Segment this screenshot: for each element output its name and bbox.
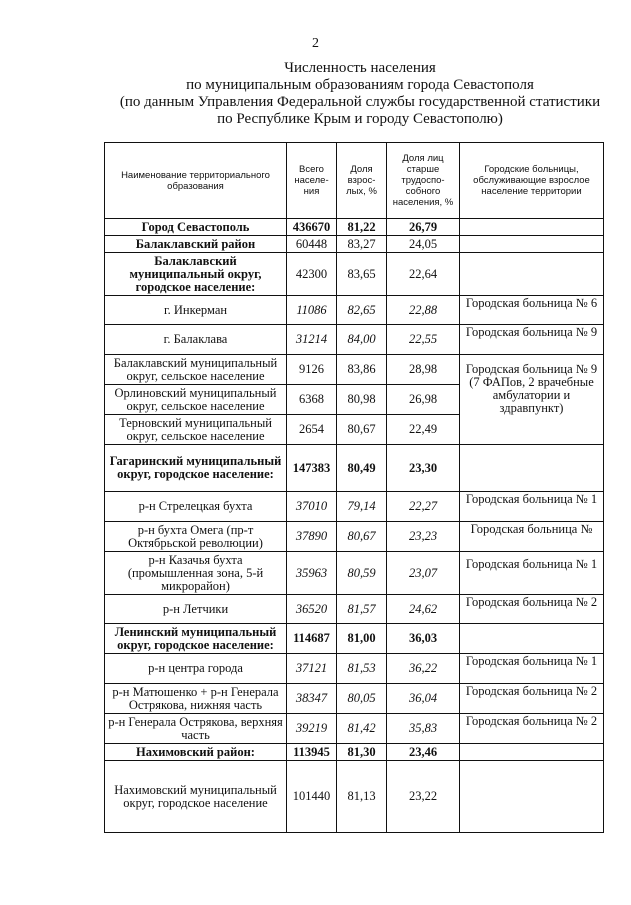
cell-elderly: 23,07 xyxy=(387,552,460,595)
header-name: Наименование территориального образования xyxy=(105,143,287,219)
cell-adult: 81,00 xyxy=(337,624,387,654)
population-table xyxy=(104,142,604,833)
cell-population: 147383 xyxy=(287,445,337,492)
cell-hospital: Городская больница № 9 (7 ФАПов, 2 врачебные амбулатории и здравпункт) xyxy=(460,355,604,445)
table-row xyxy=(105,355,604,385)
cell-population: 101440 xyxy=(287,761,337,833)
header-adult-share: Доля взрос-лых, % xyxy=(337,143,387,219)
cell-population: 11086 xyxy=(287,296,337,325)
cell-elderly: 22,27 xyxy=(387,492,460,522)
cell-name: Нахимовский район: xyxy=(105,744,287,761)
cell-adult: 80,67 xyxy=(337,522,387,552)
table-row xyxy=(105,445,604,492)
cell-name: Балаклавский муниципальный округ, городское население: xyxy=(105,253,287,296)
cell-population: 37010 xyxy=(287,492,337,522)
document-title xyxy=(90,60,630,128)
cell-name: Балаклавский муниципальный округ, сельское население xyxy=(105,355,287,385)
cell-adult: 80,67 xyxy=(337,415,387,445)
cell-name: Балаклавский район xyxy=(105,236,287,253)
cell-hospital xyxy=(460,624,604,654)
cell-elderly: 26,98 xyxy=(387,385,460,415)
header-population: Всего населе-ния xyxy=(287,143,337,219)
cell-name: р-н Генерала Острякова, верхняя часть xyxy=(105,714,287,744)
cell-hospital: Городская больница № xyxy=(460,522,604,552)
cell-elderly: 36,04 xyxy=(387,684,460,714)
cell-name: р-н Матюшенко + р-н Генерала Острякова, нижняя часть xyxy=(105,684,287,714)
cell-name: Гагаринский муниципальный округ, городское население: xyxy=(105,445,287,492)
title-line: по Республике Крым и городу Севастополю) xyxy=(217,111,503,127)
cell-elderly: 36,03 xyxy=(387,624,460,654)
cell-population: 38347 xyxy=(287,684,337,714)
cell-population: 36520 xyxy=(287,595,337,624)
title-line: по муниципальным образованиям города Севастополя xyxy=(186,77,534,93)
cell-hospital: Городская больница № 2 xyxy=(460,684,604,714)
cell-elderly: 22,64 xyxy=(387,253,460,296)
cell-adult: 80,05 xyxy=(337,684,387,714)
table-row xyxy=(105,761,604,833)
table-row xyxy=(105,714,604,744)
cell-elderly: 22,55 xyxy=(387,325,460,355)
cell-elderly: 24,05 xyxy=(387,236,460,253)
cell-name: Нахимовский муниципальный округ, городское население xyxy=(105,761,287,833)
cell-hospital: Городская больница № 6 xyxy=(460,296,604,325)
cell-adult: 81,30 xyxy=(337,744,387,761)
cell-elderly: 22,88 xyxy=(387,296,460,325)
table-row xyxy=(105,219,604,236)
cell-population: 114687 xyxy=(287,624,337,654)
cell-population: 42300 xyxy=(287,253,337,296)
cell-adult: 81,22 xyxy=(337,219,387,236)
cell-elderly: 28,98 xyxy=(387,355,460,385)
table-row xyxy=(105,296,604,325)
cell-hospital: Городская больница № 9 xyxy=(460,325,604,355)
cell-population: 39219 xyxy=(287,714,337,744)
cell-elderly: 35,83 xyxy=(387,714,460,744)
cell-name: Ленинский муниципальный округ, городское население: xyxy=(105,624,287,654)
title-line: (по данным Управления Федеральной службы государственной статистики xyxy=(119,94,601,110)
table-row xyxy=(105,595,604,624)
cell-elderly: 23,30 xyxy=(387,445,460,492)
cell-hospital: Городская больница № 1 xyxy=(460,492,604,522)
cell-population: 31214 xyxy=(287,325,337,355)
cell-adult: 81,57 xyxy=(337,595,387,624)
cell-elderly: 23,23 xyxy=(387,522,460,552)
cell-adult: 82,65 xyxy=(337,296,387,325)
cell-hospital xyxy=(460,744,604,761)
cell-elderly: 23,22 xyxy=(387,761,460,833)
header-elderly-share: Доля лиц старше трудоспо-собного населения, % xyxy=(387,143,460,219)
cell-population: 37890 xyxy=(287,522,337,552)
cell-hospital xyxy=(460,236,604,253)
cell-name: р-н центра города xyxy=(105,654,287,684)
cell-name: Орлиновский муниципальный округ, сельское население xyxy=(105,385,287,415)
cell-name: р-н Летчики xyxy=(105,595,287,624)
cell-adult: 80,59 xyxy=(337,552,387,595)
cell-elderly: 23,46 xyxy=(387,744,460,761)
table-row xyxy=(105,552,604,595)
cell-hospital: Городская больница № 1 xyxy=(460,654,604,684)
table-row xyxy=(105,253,604,296)
cell-adult: 80,49 xyxy=(337,445,387,492)
cell-adult: 84,00 xyxy=(337,325,387,355)
table-row xyxy=(105,236,604,253)
cell-population: 2654 xyxy=(287,415,337,445)
cell-population: 113945 xyxy=(287,744,337,761)
cell-hospital xyxy=(460,761,604,833)
title-line: Численность населения xyxy=(284,60,436,76)
table-header-row xyxy=(105,143,604,219)
cell-elderly: 22,49 xyxy=(387,415,460,445)
cell-population: 60448 xyxy=(287,236,337,253)
cell-name: р-н бухта Омега (пр-т Октябрьской революции) xyxy=(105,522,287,552)
cell-name: г. Балаклава xyxy=(105,325,287,355)
cell-hospital: Городская больница № 2 xyxy=(460,714,604,744)
table-row xyxy=(105,522,604,552)
cell-adult: 83,27 xyxy=(337,236,387,253)
table-row xyxy=(105,624,604,654)
cell-hospital: Городская больница № 1 xyxy=(460,552,604,595)
table-row xyxy=(105,744,604,761)
cell-hospital xyxy=(460,219,604,236)
header-hospitals: Городские больницы, обслуживающие взрослое население территории xyxy=(460,143,604,219)
cell-adult: 81,13 xyxy=(337,761,387,833)
table-row xyxy=(105,654,604,684)
cell-population: 6368 xyxy=(287,385,337,415)
cell-elderly: 26,79 xyxy=(387,219,460,236)
cell-hospital: Городская больница № 2 xyxy=(460,595,604,624)
cell-population: 436670 xyxy=(287,219,337,236)
cell-adult: 80,98 xyxy=(337,385,387,415)
cell-name: р-н Стрелецкая бухта xyxy=(105,492,287,522)
page-number: 2 xyxy=(312,36,319,51)
cell-population: 37121 xyxy=(287,654,337,684)
cell-name: Терновский муниципальный округ, сельское население xyxy=(105,415,287,445)
cell-adult: 83,86 xyxy=(337,355,387,385)
cell-hospital xyxy=(460,253,604,296)
table-row xyxy=(105,492,604,522)
table-row xyxy=(105,684,604,714)
cell-hospital xyxy=(460,445,604,492)
cell-population: 35963 xyxy=(287,552,337,595)
cell-name: р-н Казачья бухта (промышленная зона, 5-й микрорайон) xyxy=(105,552,287,595)
cell-adult: 81,42 xyxy=(337,714,387,744)
cell-name: Город Севастополь xyxy=(105,219,287,236)
table-row xyxy=(105,325,604,355)
cell-adult: 81,53 xyxy=(337,654,387,684)
cell-elderly: 36,22 xyxy=(387,654,460,684)
cell-adult: 79,14 xyxy=(337,492,387,522)
cell-elderly: 24,62 xyxy=(387,595,460,624)
cell-adult: 83,65 xyxy=(337,253,387,296)
cell-name: г. Инкерман xyxy=(105,296,287,325)
cell-population: 9126 xyxy=(287,355,337,385)
